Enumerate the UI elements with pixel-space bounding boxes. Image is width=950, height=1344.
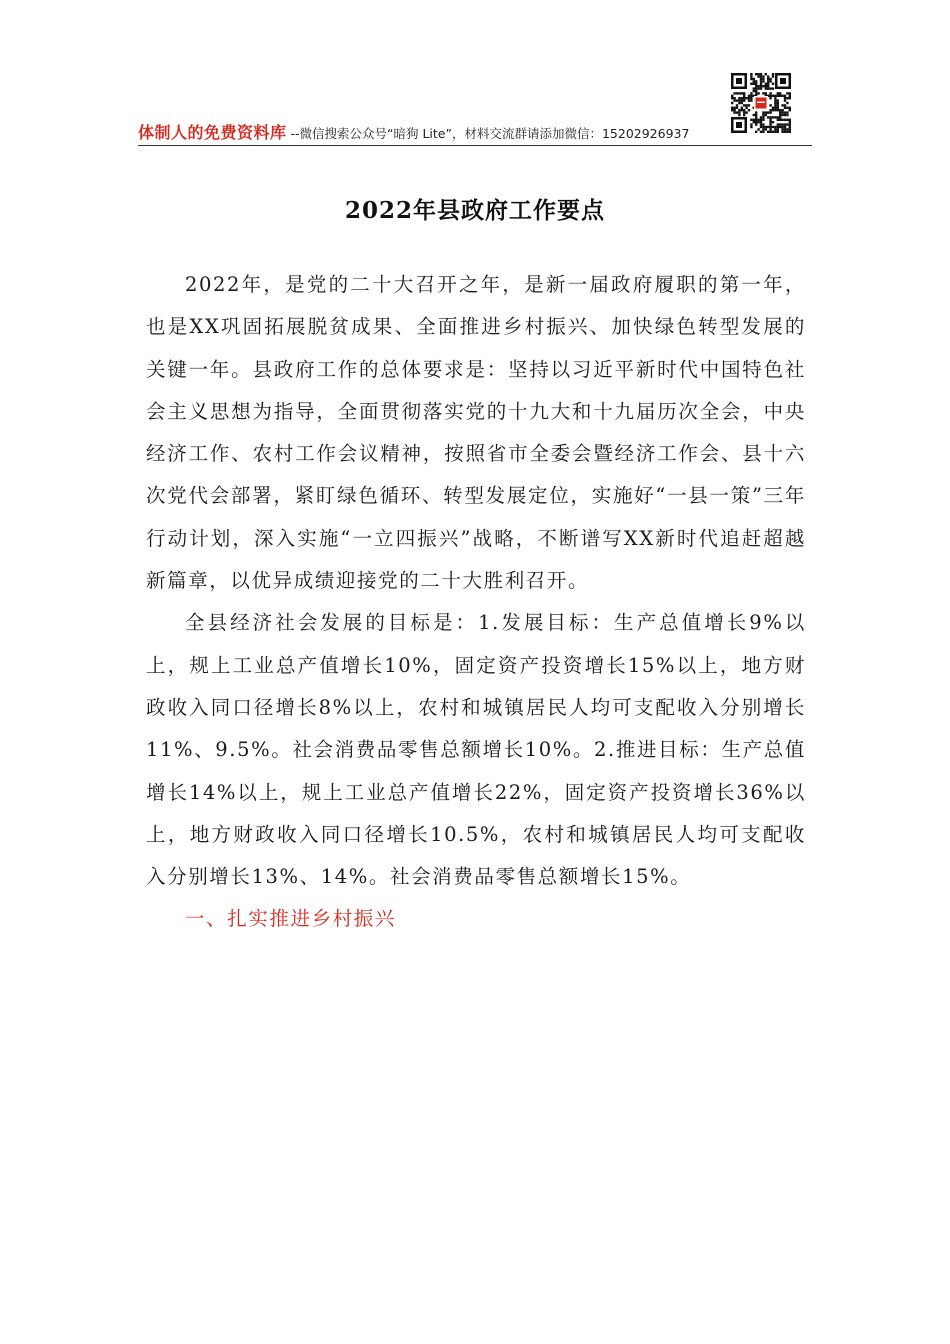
document-body: [146, 264, 806, 941]
page-header: [138, 120, 798, 144]
document-title: 2022年县政府工作要点: [344, 197, 605, 224]
brand-name: 体制人的免费资料库: [138, 123, 287, 142]
section-heading: 一、扎实推进乡村振兴: [185, 907, 397, 931]
paragraph: 2022年，是党的二十大召开之年，是新一届政府履职的第一年，也是XX巩固拓展脱贫成果、全面推进乡村振兴、加快绿色转型发展的关键一年。县政府工作的总体要求是：坚持以习近平新时代中国特色社会主义思想为指导，全面贯彻落实党的十九大和十九届历次全会，中央经济工作、农村工作会议精神，按照省市全委会暨经济工作会、县十六次党代会部署，紧盯绿色循环、转型发展定位，实施好“一县一策”三年行动计划，深入实施“一立四振兴”战略，不断谱写XX新时代追赶超越新篇章，以优异成绩迎接党的二十大胜利召开。: [146, 273, 806, 593]
header-divider: [138, 145, 812, 146]
paragraph: 全县经济社会发展的目标是：1.发展目标：生产总值增长9%以上，规上工业总产值增长10%，固定资产投资增长15%以上，地方财政收入同口径增长8%以上，农村和城镇居民人均可支配收入分别增长11%、9.5%。社会消费品零售总额增长10%。2.推进目标：生产总值增长14%以上，规上工业总产值增长22%，固定资产投资增长36%以上，地方财政收入同口径增长10.5%，农村和城镇居民人均可支配收入分别增长13%、14%。社会消费品零售总额增长15%。: [146, 611, 806, 889]
qr-code-icon: [730, 72, 792, 134]
header-note: --微信搜索公众号“暗狗 Lite”，材料交流群请添加微信：15202926937: [286, 126, 690, 141]
